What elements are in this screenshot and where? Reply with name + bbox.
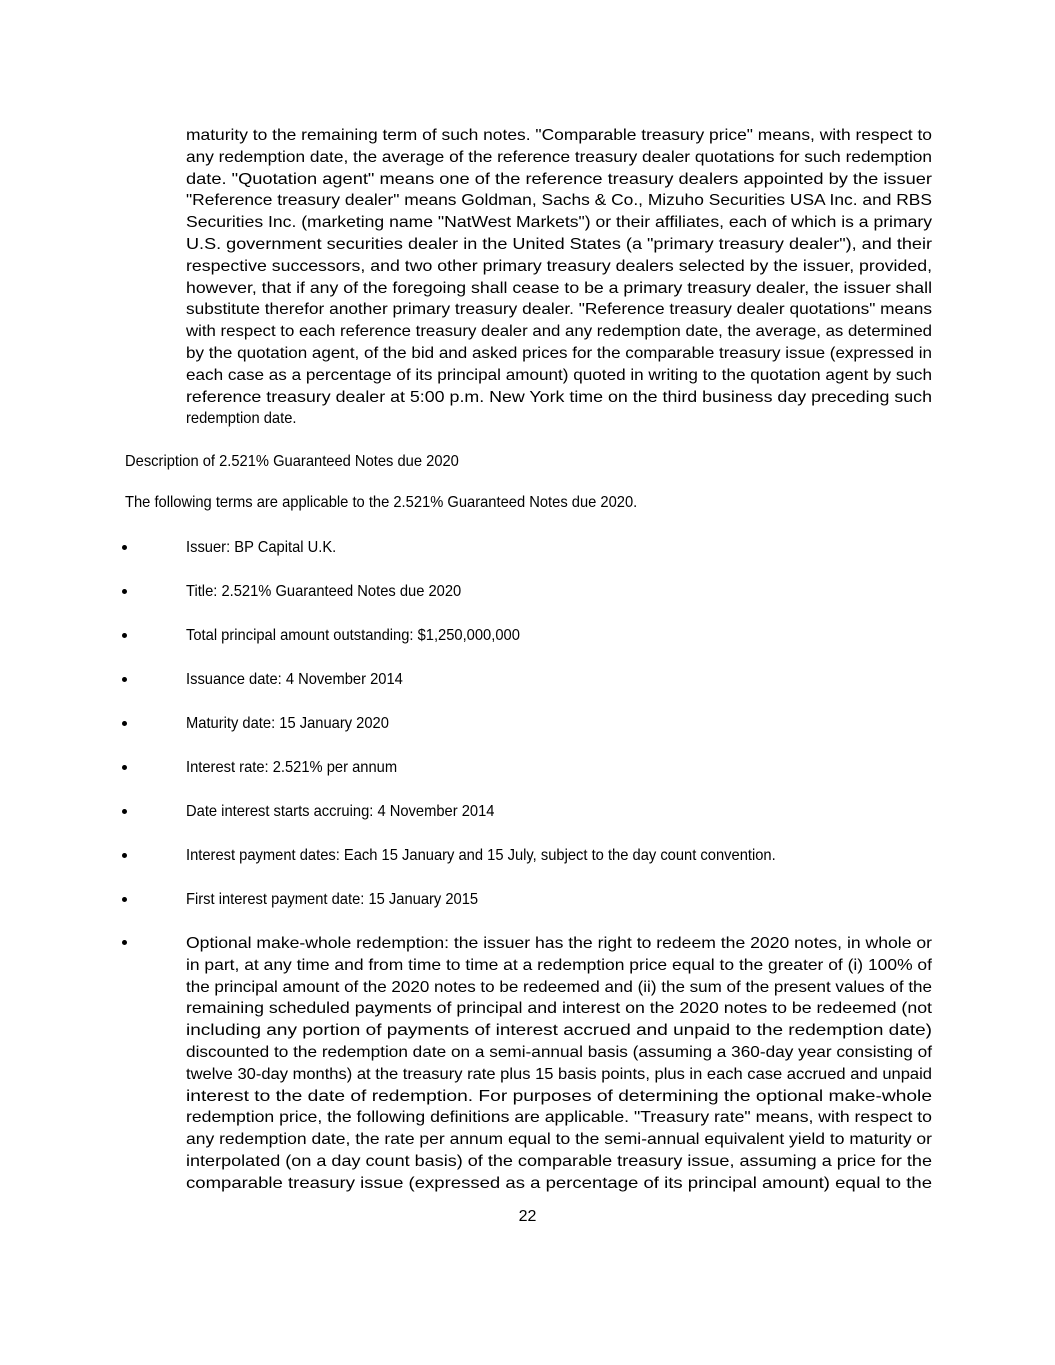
- paragraph-line: redemption price, the following definitions are applicable. "Treasury rate" means, with respect to: [186, 1109, 933, 1127]
- page-number: 22: [518, 1208, 537, 1225]
- paragraph-line: remaining scheduled payments of principal and interest on the 2020 notes to be redeemed (not: [186, 1000, 932, 1018]
- list-item: [0, 670, 1055, 690]
- bullet-icon: [122, 897, 127, 902]
- paragraph-line: U.S. government securities dealer in the United States (a "primary treasury dealer"), and their: [186, 235, 932, 253]
- list-item-text: Date interest starts accruing: 4 November 2014: [186, 803, 495, 820]
- optional-redemption-paragraph: [186, 933, 932, 1195]
- list-item: [0, 582, 1055, 602]
- bullet-icon: [122, 721, 127, 726]
- bullet-icon: [122, 545, 127, 550]
- bullet-icon: [122, 589, 127, 594]
- paragraph-line: redemption date.: [186, 410, 297, 428]
- paragraph-line: any redemption date, the average of the reference treasury dealer quotations for such redemption: [186, 148, 932, 166]
- paragraph-line: interest to the date of redemption. For purposes of determining the optional make-whole: [186, 1087, 932, 1105]
- bullet-icon: [122, 809, 127, 814]
- list-item: [0, 890, 1055, 910]
- bullet-icon: [122, 853, 127, 858]
- paragraph-line: twelve 30-day months) at the treasury rate plus 15 basis points, plus in each case accrued and unpaid: [186, 1065, 932, 1083]
- bullet-icon: [122, 677, 127, 682]
- list-item: [0, 758, 1055, 778]
- bullet-icon: [122, 940, 127, 945]
- list-item: [0, 626, 1055, 646]
- paragraph-line: in part, at any time and from time to time at a redemption price equal to the greater of (i) 100% of: [186, 956, 932, 974]
- list-item-text: Interest rate: 2.521% per annum: [186, 759, 398, 776]
- intro-text: The following terms are applicable to the 2.521% Guaranteed Notes due 2020.: [125, 494, 638, 511]
- paragraph-line: discounted to the redemption date on a semi-annual basis (assuming a 360-day year consisting of: [186, 1043, 932, 1061]
- paragraph-line: maturity to the remaining term of such notes. "Comparable treasury price" means, with respect to: [186, 127, 932, 144]
- paragraph-line: "Reference treasury dealer" means Goldman, Sachs & Co., Mizuho Securities USA Inc. and RBS: [186, 192, 932, 210]
- list-item-text: Title: 2.521% Guaranteed Notes due 2020: [186, 583, 462, 600]
- paragraph-line: substitute therefor another primary treasury dealer. "Reference treasury dealer quotations" means: [186, 301, 932, 319]
- list-item-text: Interest payment dates: Each 15 January and 15 July, subject to the day count convention.: [186, 847, 776, 864]
- paragraph-line: including any portion of payments of interest accrued and unpaid to the redemption date): [186, 1022, 932, 1040]
- list-item: [0, 802, 1055, 822]
- paragraph-line: with respect to each reference treasury dealer and any redemption date, the average, as determined: [186, 323, 932, 341]
- paragraph-line: the principal amount of the 2020 notes to be redeemed and (ii) the sum of the present values of the: [186, 978, 932, 996]
- list-item-text: Maturity date: 15 January 2020: [186, 715, 389, 732]
- paragraph-line: however, that if any of the foregoing shall cease to be a primary treasury dealer, the issuer shall: [186, 279, 933, 297]
- paragraph-line: comparable treasury issue (expressed as a percentage of its principal amount) equal to the: [186, 1174, 932, 1192]
- paragraph-line: Optional make-whole redemption: the issuer has the right to redeem the 2020 notes, in whole or: [186, 935, 932, 952]
- paragraph-line: reference treasury dealer at 5:00 p.m. New York time on the third business day preceding such: [186, 388, 932, 406]
- paragraph-line: respective successors, and two other primary treasury dealers selected by the issuer, provided,: [186, 257, 932, 275]
- paragraph-line: date. "Quotation agent" means one of the reference treasury dealers appointed by the issuer: [186, 170, 932, 188]
- bullet-icon: [122, 633, 127, 638]
- list-item-text: Total principal amount outstanding: $1,250,000,000: [186, 627, 520, 644]
- paragraph-line: Securities Inc. (marketing name "NatWest Markets") or their affiliates, each of which is a primary: [186, 214, 933, 232]
- list-item: [0, 846, 1055, 866]
- list-item-text: Issuer: BP Capital U.K.: [186, 539, 337, 556]
- list-item: [0, 714, 1055, 734]
- paragraph-line: by the quotation agent, of the bid and asked prices for the comparable treasury issue (expressed in: [186, 344, 933, 362]
- list-item: [0, 538, 1055, 558]
- list-item-text: Issuance date: 4 November 2014: [186, 671, 403, 688]
- section-heading: Description of 2.521% Guaranteed Notes due 2020: [125, 453, 459, 470]
- list-item-text: First interest payment date: 15 January 2015: [186, 891, 479, 908]
- paragraph-line: any redemption date, the rate per annum equal to the semi-annual equivalent yield to maturity or: [186, 1131, 932, 1149]
- continuation-paragraph: [186, 125, 932, 430]
- bullet-icon: [122, 765, 127, 770]
- paragraph-line: interpolated (on a day count basis) of the comparable treasury issue, assuming a price for the: [186, 1152, 932, 1170]
- paragraph-line: each case as a percentage of its principal amount) quoted in writing to the quotation agent by such: [186, 366, 932, 384]
